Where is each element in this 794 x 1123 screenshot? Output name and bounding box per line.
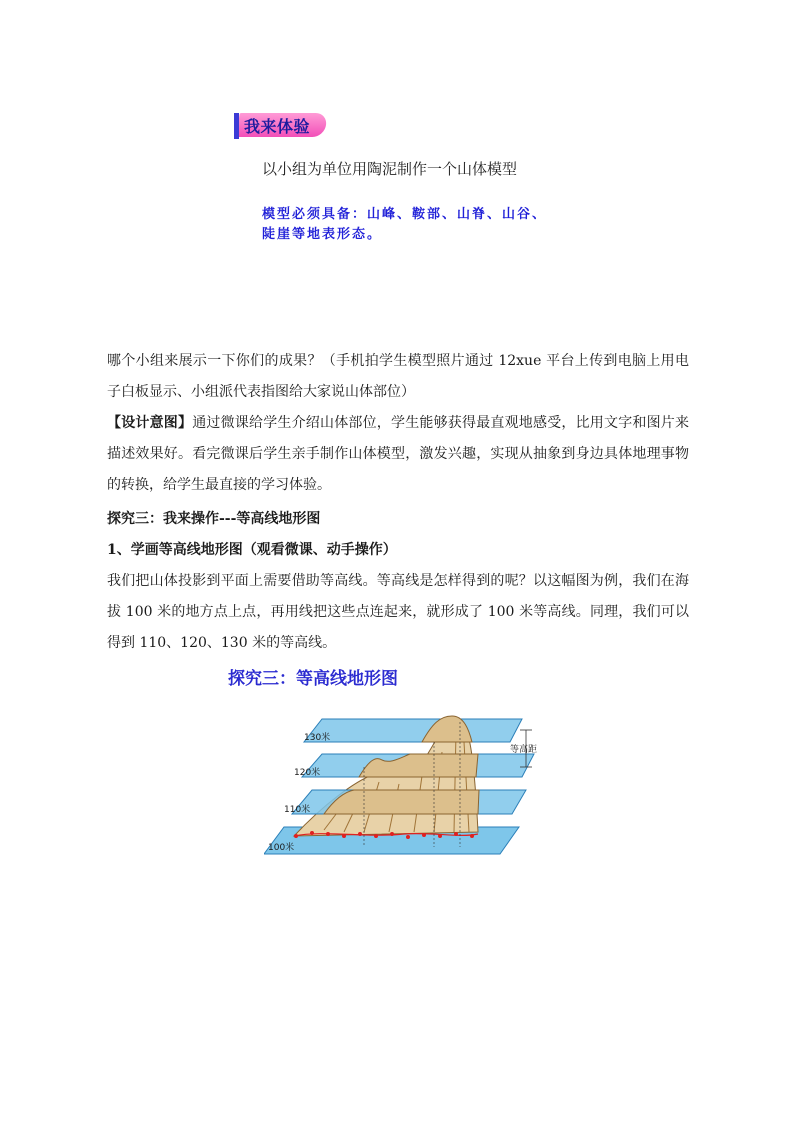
heading-explore-three: 探究三：我来操作---等高线地形图 <box>107 511 321 527</box>
level-label-110: 110米 <box>284 805 311 815</box>
design-intent-label: 【设计意图】 <box>107 415 193 431</box>
level-label-100: 100米 <box>268 843 295 853</box>
activity-task: 以小组为单位用陶泥制作一个山体模型 <box>262 160 518 178</box>
contour-figure <box>264 712 564 862</box>
heading-step-one: 1、学画等高线地形图（观看微课、动手操作） <box>107 542 397 558</box>
level-label-120: 120米 <box>294 768 321 778</box>
mountain-low <box>324 790 479 814</box>
activity-requirement: 模型必须具备：山峰、鞍部、山脊、山谷、陡崖等地表形态。 <box>262 207 548 242</box>
badge-bar <box>234 113 239 139</box>
badge-title: 我来体验 <box>244 117 311 136</box>
interval-label: 等高距 <box>510 745 538 755</box>
figure-title: 探究三：等高线地形图 <box>228 669 398 689</box>
paragraph-showcase: 哪个小组来展示一下你们的成果？（手机拍学生模型照片通过 12xue 平台上传到电脑上用电子白板显示、小组派代表指图给大家说山体部位） <box>107 353 689 400</box>
paragraph-design-intent <box>107 408 689 501</box>
paragraph-contour-explain: 我们把山体投影到平面上需要借助等高线。等高线是怎样得到的呢？以这幅图为例，我们在海拔 100 米的地方点上点，再用线把这些点连起来，就形成了 100 米等高线。同理，我们可以得到 110、120、130 米的等高线。 <box>107 573 689 651</box>
plane-130 <box>304 719 522 742</box>
design-intent-text: 通过微课给学生介绍山体部位，学生能够获得最直观地感受，比用文字和图片来描述效果好。看完微课后学生亲手制作山体模型，激发兴趣，实现从抽象到身边具体地理事物的转换，给学生最直接的学习体验。 <box>107 415 690 493</box>
level-label-130: 130米 <box>304 733 331 743</box>
